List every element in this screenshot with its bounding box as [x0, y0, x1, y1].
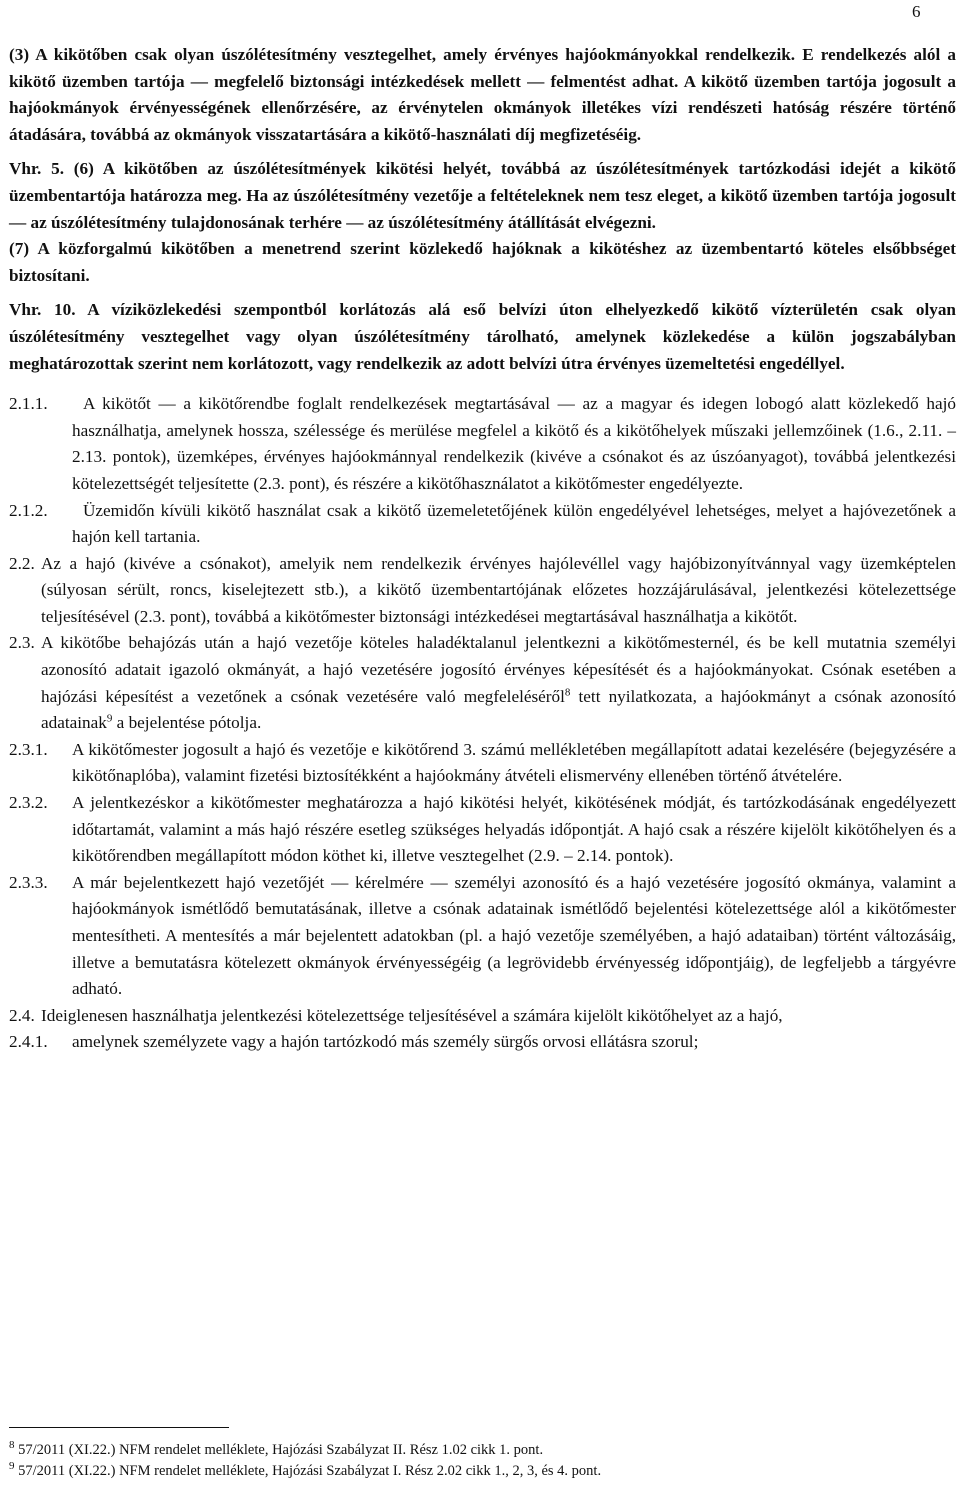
item-2-4 [9, 1003, 956, 1030]
paragraph-vhr-5: Vhr. 5. (6) A kikötőben az úszólétesítmények kikötési helyét, továbbá az úszólétesítmények tartózkodási idejét a kikötő üzembentartója határozza meg. Ha az úszólétesítmény vezetője a feltételeknek nem tesz eleget, a kikötő üzemben tartója jogosult — az úszólétesítmény tulajdonosának terhére — az úszólétesítmény átállítását elvégezni. [9, 159, 956, 232]
footnote-mark: 8 [9, 1439, 15, 1452]
item-text: A kikötőmester jogosult a hajó és vezetője e kikötőrend 3. számú mellékletében megállapított adatai kezelésére (bejegyzésére a kikötőnaplóba), valamint fizetési biztosítékként a hajóokmány átvételi elismervény ellenében történő átvételére. [72, 739, 956, 786]
item-text: A kikötőt — a kikötőrendbe foglalt rendelkezések megtartásával — az a magyar és idegen lobogó alatt közlekedő hajó használhatja, amelynek hossza, szélessége és merülése megfelel a kikötő és a kikötőhelyek műszaki jellemzőinek (1.6., 2.11. – 2.13. pontok), üzemképes, érvényes hajóokmánnyal rendelkezik (kivéve a csónakot és az úszóanyagot), továbbá jelentkezési kötelezettségét teljesítette (2.3. pont), és részére a kikötőhasználatot a kikötőmester engedélyezte. [72, 394, 956, 493]
item-text-part-b: tett nyilatkozata, a hajóokmányt a csónak azonosító adatainak [41, 686, 956, 733]
item-2-1-2 [9, 498, 956, 551]
footnote-ref-8: 8 [564, 685, 571, 698]
footnote-9 [9, 1461, 956, 1482]
item-text-part-a: A kikötőbe behajózás után a hajó vezetője köteles haladéktalanul jelentkezni a kikötőmesternél, és be kell mutatnia személyi azonosító adatait igazoló okmányát, a hajó vezetésére jogosító érvényes képesítését és a hajóokmányokat. Csónak esetében a hajózási képesítést a vezetőnek a csónak vezetésére való megfeleléséről [41, 633, 956, 706]
paragraph-7: (7) A közforgalmú kikötőben a menetrend szerint közlekedő hajóknak a kikötéshez az üzembentartó köteles elsőbbséget biztosítani. [9, 239, 956, 285]
item-2-1-1 [9, 391, 956, 497]
footnote-text: 57/2011 (XI.22.) NFM rendelet melléklete, Hajózási Szabályzat I. Rész 2.02 cikk 1., 2, 3, és 4. pont. [14, 1463, 602, 1479]
item-number: 2.3. [9, 633, 35, 653]
footnote-ref-9: 9 [106, 712, 113, 725]
item-text: Az a hajó (kivéve a csónakot), amelyik nem rendelkezik érvényes hajólevéllel vagy hajóbizonyítvánnyal vagy üzemképtelen (súlyosan sérült, roncs, kiselejtezett stb.), a kikötő üzembentartójának előzetes hozzájárulásával, jelentkezési kötelezettsége teljesítésével (2.3. pont), továbbá a kikötőmester biztonsági intézkedései megtartásával használhatja a kikötőt. [41, 553, 956, 626]
item-2-2 [9, 551, 956, 631]
item-number: 2.3.3. [9, 872, 48, 892]
item-text: Ideiglenesen használhatja jelentkezési kötelezettsége teljesítésével a számára kijelölt kikötőhelyet az a hajó, [41, 1005, 783, 1025]
item-number: 2.2. [9, 553, 35, 573]
item-text: amelynek személyzete vagy a hajón tartózkodó más személy sürgős orvosi ellátásra szorul; [72, 1032, 699, 1052]
item-text-part-c: a bejelentése pótolja. [112, 713, 262, 733]
footnotes [9, 1427, 956, 1482]
item-2-3-2 [9, 790, 956, 870]
item-2-3-1 [9, 737, 956, 790]
item-2-3 [9, 630, 956, 736]
item-number: 2.4.1. [9, 1032, 48, 1052]
footnote-text: 57/2011 (XI.22.) NFM rendelet melléklete, Hajózási Szabályzat II. Rész 1.02 cikk 1. pont. [14, 1442, 544, 1458]
item-number: 2.3.1. [9, 739, 48, 759]
paragraph-vhr-10: Vhr. 10. A víziközlekedési szempontból korlátozás alá eső belvízi úton elhelyezkedő kikötő vízterületén csak olyan úszólétesítmény vesztegelhet vagy olyan úszólétesítmény tárolható, amelynek közlekedése a külön jogszabályban meghatározottak szerint nem korlátozott, vagy rendelkezik az adott belvízi útra érvényes üzemeltetési engedéllyel. [9, 300, 956, 373]
footnote-8 [9, 1440, 956, 1461]
item-text: A jelentkezéskor a kikötőmester meghatározza a hajó kikötési helyét, kikötésének módját, és tartózkodásának engedélyezett időtartamát, valamint a más hajó részére esetleg szükséges helyadás időpontját. A hajó csak a részére kijelölt kikötőhelyen és a kikötőrendben megállapított módon köthet ki, illetve vesztegelhet (2.9. – 2.14. pontok). [72, 793, 956, 866]
item-text: Üzemidőn kívüli kikötő használat csak a kikötő üzemeletetőjének külön engedélyével lehetséges, melyet a hajóvezetőnek a hajón kell tartania. [72, 500, 956, 547]
item-2-4-1 [9, 1029, 956, 1056]
footnote-mark: 9 [9, 1460, 15, 1473]
page-body [9, 42, 956, 1056]
page-number: 6 [912, 2, 921, 21]
item-number: 2.1.2. [9, 500, 48, 520]
paragraph-3: (3) A kikötőben csak olyan úszólétesítmény vesztegelhet, amely érvényes hajóokmányokkal rendelkezik. E rendelkezés alól a kikötő üzemben tartója — megfelelő biztonsági intézkedések mellett — felmentést adhat. A kikötő üzemben tartója jogosult a hajóokmányok érvényességének ellenőrzésére, az érvénytelen okmányok illetékes vízi rendészeti hatóság részére történő átadására, továbbá az okmányok visszatartására a kikötő-használati díj megfizetéséig. [9, 45, 956, 144]
item-number: 2.4. [9, 1005, 35, 1025]
item-text: A már bejelentkezett hajó vezetőjét — kérelmére — személyi azonosító és a hajó vezetésére jogosító okmánya, valamint a hajóokmányok ismétlődő bemutatásának, illetve a csónak adatainak ismétlődő bejelentési kötelezettsége alól a kikötőmester mentesítheti. A mentesítés a már bejelentett adatokban (pl. a hajó vezetője személyében, a hajó adataiban) történt változásáig, illetve a bemutatásra kötelezett okmányok érvényességéig (a legrövidebb érvényesség időpontjáig), de legfeljebb a tárgyévre adható. [72, 872, 956, 999]
item-number: 2.3.2. [9, 793, 48, 813]
item-2-3-3 [9, 870, 956, 1003]
footnote-separator [9, 1427, 229, 1428]
item-number: 2.1.1. [9, 394, 48, 414]
